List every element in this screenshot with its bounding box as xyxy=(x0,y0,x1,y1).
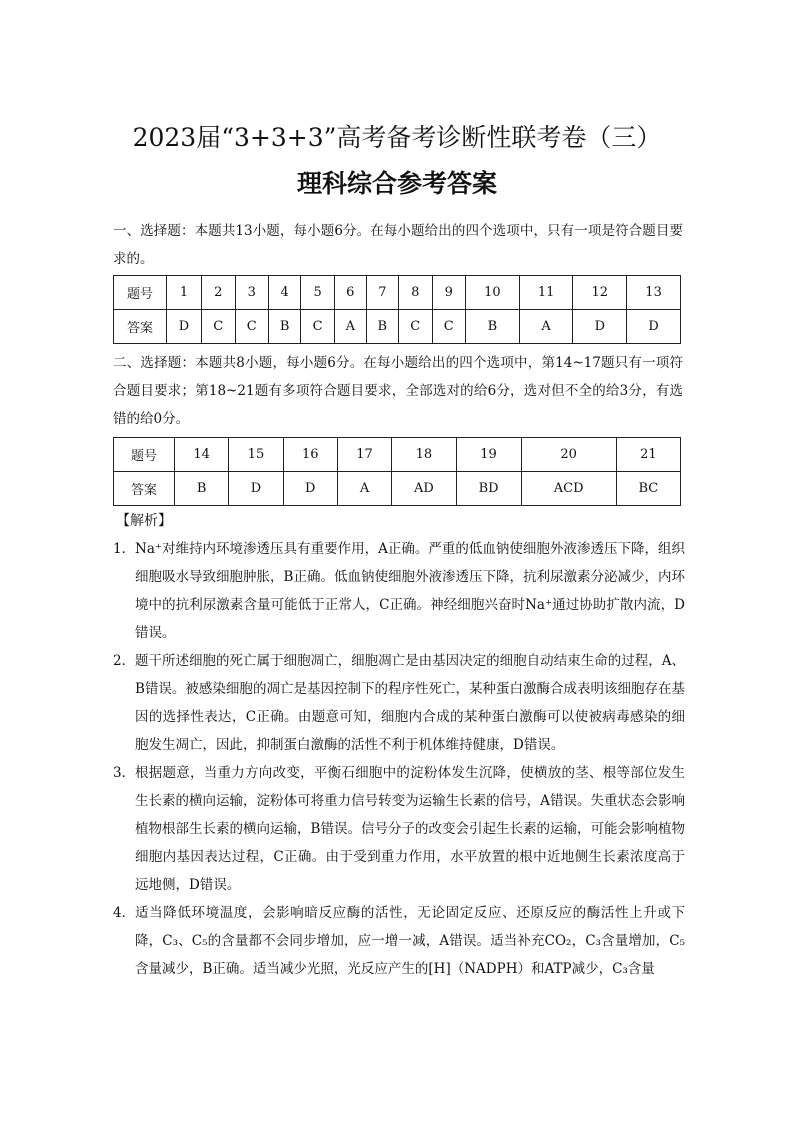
q-number: 8 xyxy=(399,276,433,310)
analysis-item-number: 2． xyxy=(113,653,136,669)
table-row-numbers xyxy=(114,276,681,310)
row-label-ans: 答案 xyxy=(114,472,175,506)
q-answer: B xyxy=(269,310,301,344)
q-number: 3 xyxy=(235,276,269,310)
document-title: 2023届“3+3+3”高考备考诊断性联考卷（三） xyxy=(132,123,662,152)
q-number: 21 xyxy=(616,438,680,472)
section2-intro: 二、选择题：本题共8小题，每小题6分。在每小题给出的四个选项中，第14~17题只有一项符合题目要求；第18~21题有多项符合题目要求，全部选对的给6分，选对但不全的给3分，有选错的给0分。 xyxy=(113,355,683,427)
q-answer: BD xyxy=(456,472,521,506)
q-number: 10 xyxy=(466,276,520,310)
analysis-item-text: 题干所述细胞的死亡属于细胞凋亡，细胞凋亡是由基因决定的细胞自动结束生命的过程，A、B错误。被感染细胞的凋亡是基因控制下的程序性死亡，某种蛋白激酶合成表明该细胞存在基因的选择性表达，C正确。由题意可知，细胞内合成的某种蛋白激酶可以使被病毒感染的细胞发生凋亡，因此，抑制蛋白激酶的活性不利于机体维持健康，D错误。 xyxy=(135,653,685,753)
table-row-answers xyxy=(114,472,681,506)
q-number: 13 xyxy=(627,276,681,310)
q-answer: BC xyxy=(616,472,680,506)
table-row-answers xyxy=(114,310,681,344)
q-number: 16 xyxy=(283,438,337,472)
analysis-item-number: 3． xyxy=(113,765,136,781)
q-answer: C xyxy=(432,310,466,344)
q-answer: B xyxy=(366,310,398,344)
document-subtitle: 理科综合参考答案 xyxy=(296,169,497,198)
analysis-item-text: Na⁺对维持内环境渗透压具有重要作用，A正确。严重的低血钠使细胞外液渗透压下降，组织细胞吸水导致细胞肿胀，B正确。低血钠使细胞外液渗透压下降，抗利尿激素分泌减少，内环境中的抗利尿激素含量可能低于正常人，C正确。神经细胞兴奋时Na⁺通过协助扩散内流，D错误。 xyxy=(135,541,685,641)
section1-answer-table xyxy=(113,275,681,344)
q-answer: ACD xyxy=(521,472,616,506)
q-number: 15 xyxy=(229,438,283,472)
q-number: 5 xyxy=(301,276,335,310)
q-answer: C xyxy=(235,310,269,344)
q-answer: D xyxy=(627,310,681,344)
analysis-item xyxy=(113,535,685,647)
analysis-item xyxy=(113,647,685,759)
q-answer: A xyxy=(519,310,573,344)
q-number: 6 xyxy=(334,276,366,310)
q-answer: A xyxy=(334,310,366,344)
q-answer: C xyxy=(202,310,236,344)
q-answer: C xyxy=(399,310,433,344)
q-number: 2 xyxy=(202,276,236,310)
q-number: 9 xyxy=(432,276,466,310)
table-row-numbers xyxy=(114,438,681,472)
analysis-item-text: 适当降低环境温度，会影响暗反应酶的活性，无论固定反应、还原反应的酶活性上升或下降，C₃、C₅的含量都不会同步增加，应一增一减，A错误。适当补充CO₂，C₃含量增加，C₅含量减少，B正确。适当减少光照，光反应产生的[H]（NADPH）和ATP减少，C₃含量 xyxy=(135,905,685,977)
q-answer: B xyxy=(175,472,229,506)
q-number: 17 xyxy=(337,438,391,472)
q-answer: D xyxy=(573,310,627,344)
q-answer: A xyxy=(337,472,391,506)
q-number: 20 xyxy=(521,438,616,472)
q-number: 1 xyxy=(167,276,202,310)
row-label-ans: 答案 xyxy=(114,310,167,344)
analysis-item-number: 4． xyxy=(113,905,136,921)
q-answer: D xyxy=(229,472,283,506)
section1-intro: 一、选择题：本题共13小题，每小题6分。在每小题给出的四个选项中，只有一项是符合题目要求的。 xyxy=(113,223,683,267)
q-answer: AD xyxy=(392,472,456,506)
analysis-heading: 【解析】 xyxy=(116,513,172,529)
analysis-item xyxy=(113,899,685,983)
row-label-num: 题号 xyxy=(114,276,167,310)
q-number: 4 xyxy=(269,276,301,310)
q-number: 7 xyxy=(366,276,398,310)
section2-answer-table xyxy=(113,437,681,506)
q-answer: D xyxy=(283,472,337,506)
q-number: 19 xyxy=(456,438,521,472)
q-number: 12 xyxy=(573,276,627,310)
q-answer: D xyxy=(167,310,202,344)
analysis-item-text: 根据题意，当重力方向改变，平衡石细胞中的淀粉体发生沉降，使横放的茎、根等部位发生生长素的横向运输，淀粉体可将重力信号转变为运输生长素的信号，A错误。失重状态会影响植物根部生长素的横向运输，B错误。信号分子的改变会引起生长素的运输，可能会影响植物细胞内基因表达过程，C正确。由于受到重力作用，水平放置的根中近地侧生长素浓度高于远地侧，D错误。 xyxy=(135,765,685,893)
q-number: 18 xyxy=(392,438,456,472)
row-label-num: 题号 xyxy=(114,438,175,472)
q-number: 14 xyxy=(175,438,229,472)
analysis-item xyxy=(113,759,685,899)
q-answer: B xyxy=(466,310,520,344)
q-number: 11 xyxy=(519,276,573,310)
q-answer: C xyxy=(301,310,335,344)
analysis-item-number: 1． xyxy=(113,541,136,557)
